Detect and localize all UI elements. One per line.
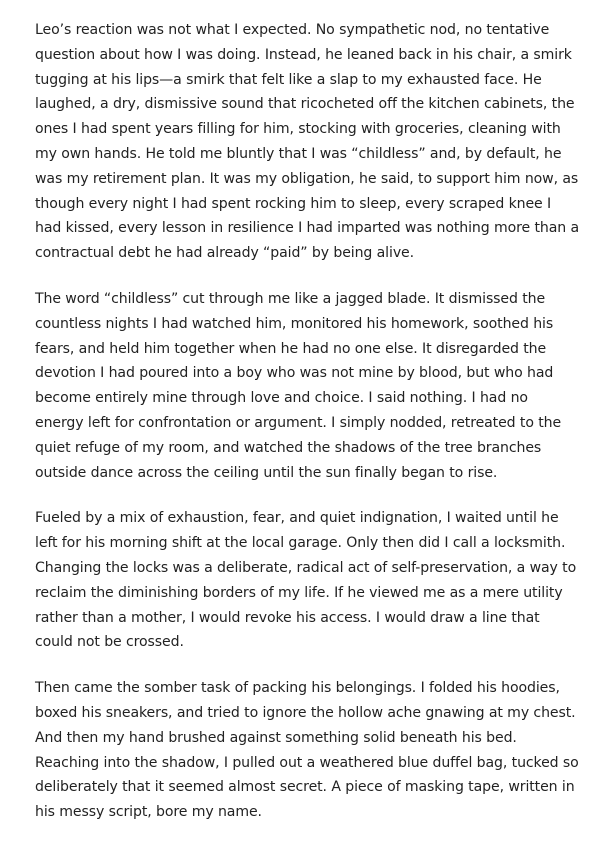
- paragraph-1: Leo’s reaction was not what I expected. No sympathetic nod, no tentative question about how I was doing. Instead, he leaned back in his chair, a smirk tugging at his lips—a smirk that felt like a slap to my exhausted face. He laughed, a dry, dismissive sound that ricocheted off the kitchen cabinets, the ones I had spent years filling for him, stocking with groceries, cleaning with my own hands. He told me bluntly that I was “childless” and, by default, he was my retirement plan. It was my obligation, he said, to support him now, as though every night I had spent rocking him to sleep, every scraped knee I had kissed, every lesson in resilience I had imparted was nothing more than a contractual debt he had already “paid” by being alive.: [35, 22, 580, 262]
- paragraph-2: The word “childless” cut through me like a jagged blade. It dismissed the countless nights I had watched him, monitored his homework, soothed his fears, and held him together when he had no one else. It disregarded the devotion I had poured into a boy who was not mine by blood, but who had become entirely mine through love and choice. I said nothing. I had no energy left for confrontation or argument. I simply nodded, retreated to the quiet refuge of my room, and watched the shadows of the tree branches outside dance across the ceiling until the sun finally began to rise.: [35, 290, 562, 481]
- paragraph-4: Then came the somber task of packing his belongings. I folded his hoodies, boxed his sneakers, and tried to ignore the hollow ache gnawing at my chest. And then my hand brushed against something solid beneath his bed. Reaching into the shadow, I pulled out a weathered blue duffel bag, tucked so deliberately that it seemed almost secret. A piece of masking tape, written in his messy script, bore my name.: [35, 680, 579, 821]
- article-body: [35, 18, 580, 846]
- paragraph-3: Fueled by a mix of exhaustion, fear, and quiet indignation, I waited until he left for his morning shift at the local garage. Only then did I call a locksmith. Changing the locks was a deliberate, radical act of self-preservation, a way to reclaim the diminishing borders of my life. If he viewed me as a mere utility rather than a mother, I would revoke his access. I would draw a line that could not be crossed.: [35, 510, 577, 651]
